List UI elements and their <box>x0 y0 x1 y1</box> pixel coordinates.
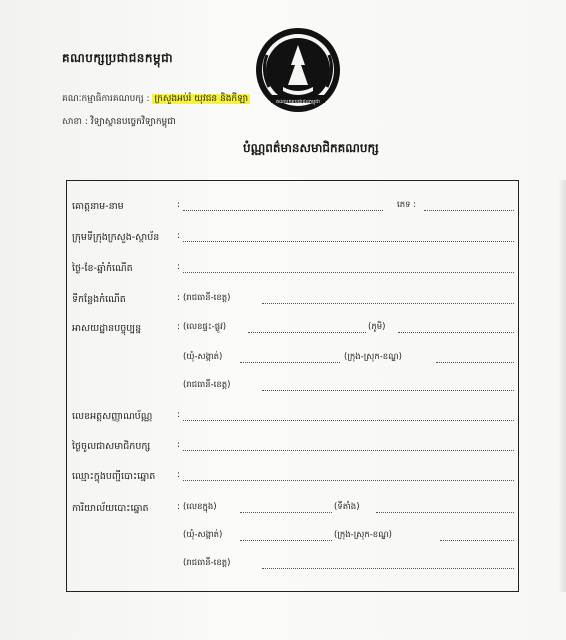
workplace-field[interactable] <box>183 241 514 242</box>
workplace-label: ក្រុមទីក្រុងក្រសួង-ស្ថាប័ន <box>72 232 160 243</box>
dob-label: ថ្ងៃ-ខែ-ឆ្នាំកំណើត <box>72 263 133 274</box>
address-label: អាសយដ្ឋានបច្ចុប្បន្ន <box>72 323 142 334</box>
birthplace-hint: (រាជធានី-ខេត្ត) <box>183 293 231 303</box>
name-field[interactable] <box>183 210 383 211</box>
logo-caption: គណបក្សប្រជាជនកម្ពុជា <box>276 99 320 105</box>
address-village-hint: (ភូមិ) <box>368 322 386 332</box>
polling-province-hint: (រាជធានី-ខេត្ត) <box>183 558 231 568</box>
address-colon: : <box>177 322 181 332</box>
polling-commune-field[interactable] <box>240 540 332 541</box>
id-card-colon: : <box>177 410 181 420</box>
polling-location-hint: (ទីតាំង) <box>334 502 360 512</box>
address-commune-hint: (ឃុំ-សង្កាត់) <box>183 352 223 362</box>
join-date-label: ថ្ងៃចូលជាសមាជិកបក្ស <box>72 441 151 452</box>
committee-value: ក្រសួងអប់រំ យុវជន និងកីឡា <box>154 94 249 104</box>
id-card-field[interactable] <box>183 420 514 421</box>
committee-label: គណៈកម្មាធិការគណបក្ស : <box>62 94 150 104</box>
scan-shadow <box>558 180 566 592</box>
address-province-field[interactable] <box>262 390 514 391</box>
address-village-field[interactable] <box>398 332 514 333</box>
address-commune-field[interactable] <box>240 362 340 363</box>
birthplace-field[interactable] <box>262 303 514 304</box>
birthplace-label: ទីកន្លែងកំណើត <box>72 294 126 305</box>
polling-label: ការិយាល័យបោះឆ្នោត <box>72 503 149 514</box>
address-district-hint: (ក្រុង-ស្រុក-ខណ្ឌ) <box>344 352 402 362</box>
voter-list-label: ឈ្មោះក្នុងបញ្ជីបោះឆ្នោត <box>72 471 156 482</box>
voter-list-colon: : <box>177 470 181 480</box>
name-colon: : <box>177 200 181 210</box>
branch-line <box>62 116 176 129</box>
address-province-hint: (រាជធានី-ខេត្ត) <box>183 380 231 390</box>
polling-province-field[interactable] <box>262 568 514 569</box>
branch-label: សាខា : <box>62 117 88 127</box>
polling-commune-hint: (ឃុំ-សង្កាត់) <box>183 530 223 540</box>
polling-number-field[interactable] <box>240 512 332 513</box>
polling-colon: : <box>177 502 181 512</box>
committee-line <box>62 93 250 106</box>
polling-number-hint: (លេខក្នុង) <box>183 502 217 512</box>
polling-district-hint: (ក្រុង-ស្រុក-ខណ្ឌ) <box>334 530 392 540</box>
party-name: គណបក្សប្រជាជនកម្ពុជា <box>62 51 174 65</box>
join-date-field[interactable] <box>183 450 514 451</box>
address-house-field[interactable] <box>248 332 366 333</box>
dob-colon: : <box>177 262 181 272</box>
address-district-field[interactable] <box>436 362 514 363</box>
workplace-colon: : <box>177 231 181 241</box>
polling-district-field[interactable] <box>440 540 514 541</box>
voter-list-field[interactable] <box>183 480 514 481</box>
address-house-hint: (លេខផ្ទះ-ផ្លូវ) <box>183 322 227 332</box>
birthplace-colon: : <box>177 293 181 303</box>
branch-value: វិទ្យាស្ថានបច្ចេកវិទ្យាកម្ពុជា <box>90 117 176 127</box>
name-label: គោត្តនាម-នាម <box>72 201 124 212</box>
dob-field[interactable] <box>183 272 514 273</box>
join-date-colon: : <box>177 440 181 450</box>
form-title: បំណ្ណពត៌មានសមាជិកគណបក្ស <box>243 141 379 155</box>
sex-field[interactable] <box>424 210 514 211</box>
id-card-label: លេខអត្តសញ្ញាណប័ណ្ណ <box>72 411 153 422</box>
sex-label: ភេទ : <box>397 200 417 210</box>
polling-location-field[interactable] <box>376 512 514 513</box>
